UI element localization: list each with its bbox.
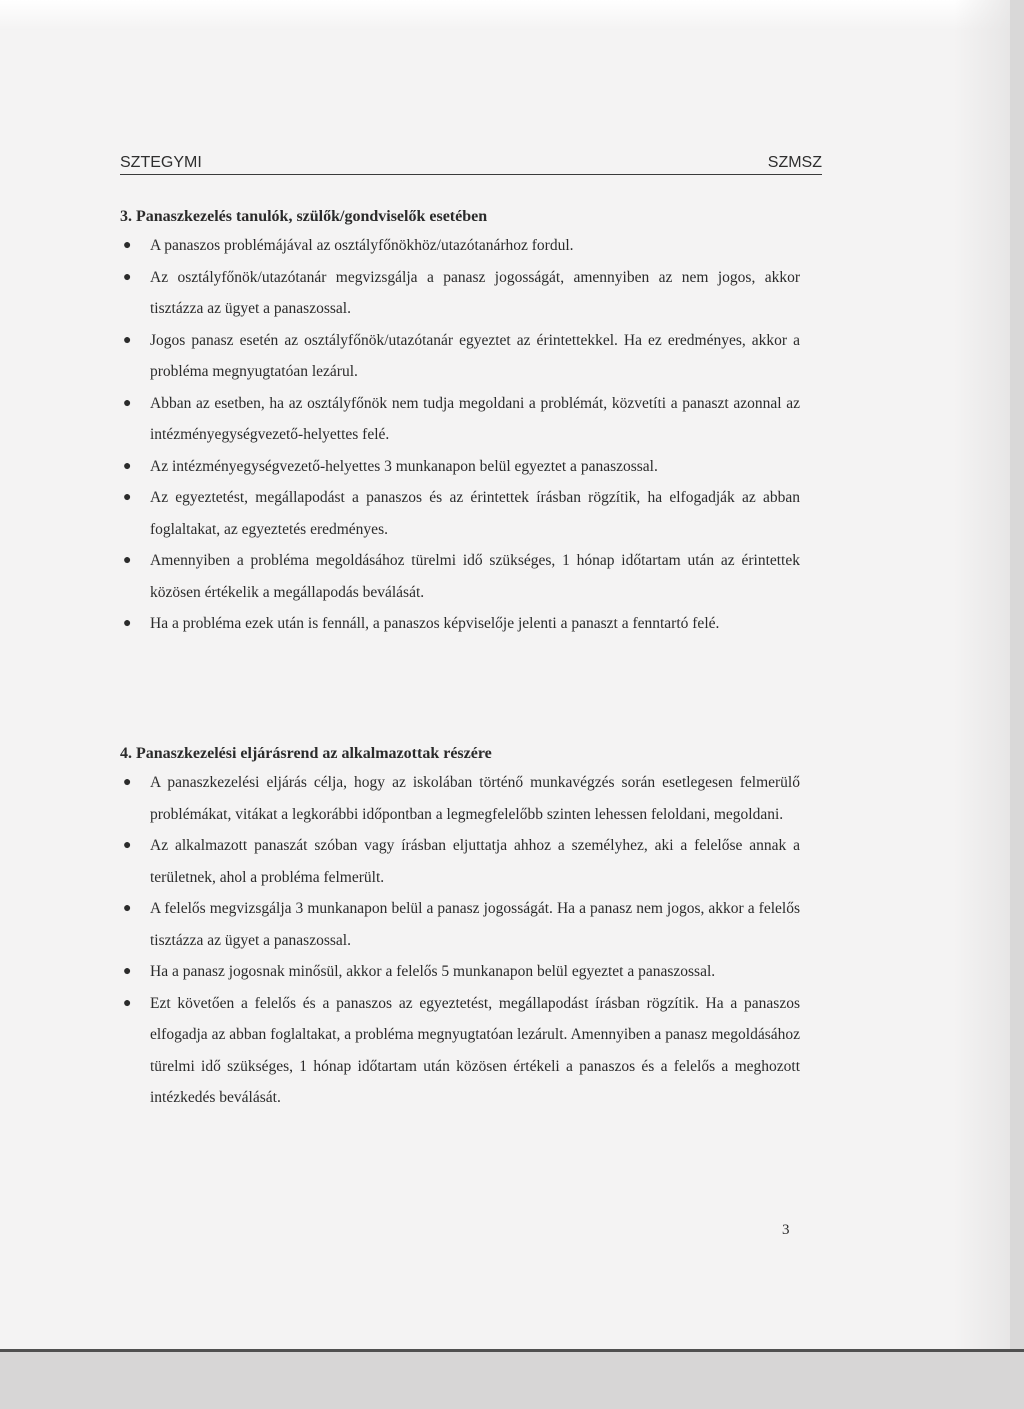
bullet-icon: ● — [123, 490, 132, 505]
list-item-text: A panaszkezelési eljárás célja, hogy az iskolában történő munkavégzés során esetlegesen felmerülő problémákat, vitákat a legkorábbi időpontban a legmegfelelőbb szinten lehessen feloldani, megoldani. — [150, 774, 800, 823]
section-3-heading — [120, 205, 800, 229]
list-item-text: A panaszos problémájával az osztályfőnökhöz/utazótanárhoz fordul. — [150, 237, 574, 254]
list-item — [120, 988, 800, 1114]
section-3-list — [120, 230, 800, 640]
list-item — [120, 545, 800, 608]
section-4 — [120, 742, 800, 1114]
scan-bottom-edge — [0, 1352, 1024, 1409]
list-item-text: Ezt követően a felelős és a panaszos az egyeztetést, megállapodást írásban rögzítik. Ha a panaszos elfogadja az abban foglaltakat, a probléma megnyugtatóan lezárult. Amennyiben a panasz megoldásához türelmi idő szükséges, 1 hónap időtartam után közösen értékeli a panaszos és a felelős a meghozott intézkedés beválását. — [150, 994, 800, 1106]
page-header — [120, 148, 822, 175]
bullet-icon: ● — [123, 458, 132, 474]
list-item-text: Jogos panasz esetén az osztályfőnök/utazótanár egyeztet az érintettekkel. Ha ez eredményes, akkor a probléma megnyugtatóan lezárul. — [150, 331, 800, 380]
bullet-icon: ● — [123, 238, 132, 253]
list-item — [120, 893, 800, 956]
bullet-icon: ● — [123, 995, 132, 1011]
scan-top-edge — [0, 0, 1024, 30]
list-item-text: Ha a panasz jogosnak minősül, akkor a felelős 5 munkanapon belül egyeztet a panaszossal. — [150, 963, 716, 980]
list-item — [120, 451, 800, 483]
bullet-icon: ● — [123, 332, 132, 348]
bullet-icon: ● — [123, 616, 132, 631]
section-4-number: 4. — [120, 745, 132, 762]
list-item — [120, 956, 800, 988]
section-3-title: Panaszkezelés tanulók, szülők/gondviselők esetében — [136, 208, 488, 225]
list-item — [120, 325, 800, 388]
list-item — [120, 482, 800, 545]
list-item — [120, 262, 800, 325]
list-item-text: Abban az esetben, ha az osztályfőnök nem tudja megoldani a problémát, közvetíti a panaszt azonnal az intézményegységvezető-helyettes felé. — [150, 394, 800, 443]
bullet-icon: ● — [123, 269, 132, 285]
header-right-text: SZMSZ — [767, 154, 822, 171]
header-left-text: SZTEGYMI — [120, 154, 202, 171]
bullet-icon: ● — [123, 964, 132, 979]
scan-right-edge — [1010, 0, 1024, 1409]
list-item — [120, 767, 800, 830]
bullet-icon: ● — [123, 553, 132, 568]
list-item-text: Az egyeztetést, megállapodást a panaszos és az érintettek írásban rögzítik, ha elfogadják az abban foglaltakat, az egyeztetés eredményes. — [150, 489, 800, 538]
list-item-text: Amennyiben a probléma megoldásához türelmi idő szükséges, 1 hónap időtartam után az érintettek közösen értékelik a megállapodás beválását. — [150, 552, 800, 601]
bullet-icon: ● — [123, 395, 132, 411]
list-item-text: Ha a probléma ezek után is fennáll, a panaszos képviselője jelenti a panaszt a fenntartó felé. — [150, 615, 720, 632]
section-4-list — [120, 767, 800, 1114]
list-item-text: Az osztályfőnök/utazótanár megvizsgálja a panasz jogosságát, amennyiben az nem jogos, akkor tisztázza az ügyet a panaszossal. — [150, 268, 800, 317]
list-item — [120, 830, 800, 893]
section-3 — [120, 205, 800, 640]
page-number: 3 — [782, 1222, 790, 1238]
section-3-number: 3. — [120, 208, 132, 225]
section-4-title: Panaszkezelési eljárásrend az alkalmazottak részére — [136, 745, 492, 762]
bullet-icon: ● — [123, 775, 132, 790]
bullet-icon: ● — [123, 838, 132, 853]
section-4-heading — [120, 742, 800, 766]
bullet-icon: ● — [123, 901, 132, 916]
list-item — [120, 388, 800, 451]
list-item-text: Az intézményegységvezető-helyettes 3 munkanapon belül egyeztet a panaszossal. — [150, 457, 658, 475]
list-item — [120, 608, 800, 640]
list-item-text: A felelős megvizsgálja 3 munkanapon belül a panasz jogosságát. Ha a panasz nem jogos, akkor a felelős tisztázza az ügyet a panaszossal. — [150, 900, 800, 949]
list-item — [120, 230, 800, 262]
list-item-text: Az alkalmazott panaszát szóban vagy írásban eljuttatja ahhoz a személyhez, aki a felelőse annak a területnek, ahol a probléma felmerült. — [150, 837, 800, 886]
